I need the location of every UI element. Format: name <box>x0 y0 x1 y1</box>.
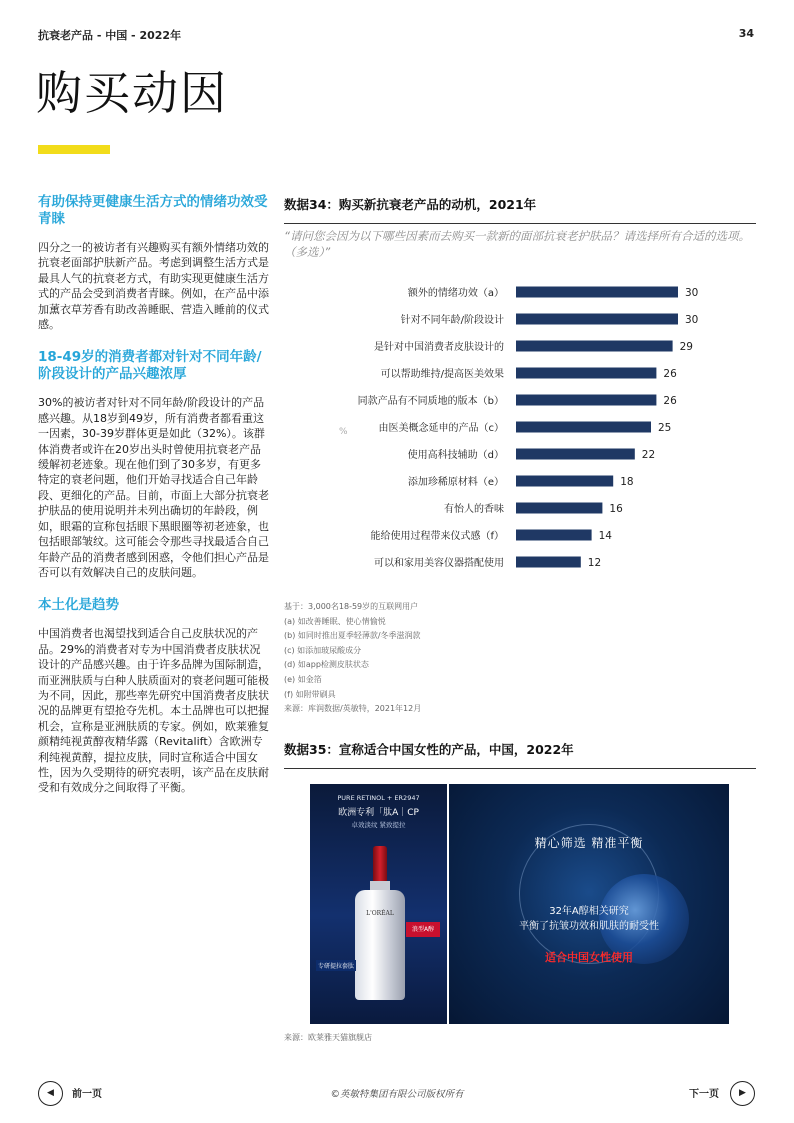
ad-right-line2: 32年A醇相关研究 <box>549 906 629 917</box>
section-body-localization: 中国消费者也渴望找到适合自己皮肤状况的产品。29%的消费者对专为中国消费者皮肤状况设计的产品感兴趣。由于许多品牌为国际制造，而亚洲肤质与白种人肤质面对的衰老问题可能极为不同，因此，那些率先研究中国消费者皮肤状况的品牌更有望抢夺先机。本土品牌也可以把握机会，宣称是亚洲肤质的专家。例如，欧莱雅复颜精纯视黄醇夜精华露（Revitalift）含欧洲专利纯视黄醇，提拉皮肤，同时宣称适合中国女性，因为久受期待的研究表明，该产品在皮肤耐受和有效成分之间取得了平衡。 <box>38 627 269 795</box>
ad-right-line3: 平衡了抗皱功效和肌肤的耐受性 <box>519 921 659 932</box>
bar <box>516 287 678 298</box>
bar-label: 由医美概念延申的产品（c） <box>378 423 504 434</box>
bar-value-label: 22 <box>641 449 656 461</box>
section-heading-emotional: 有助保持更健康生活方式的情绪功效受青睐 <box>38 194 268 227</box>
bar-value-label: 29 <box>679 341 693 353</box>
report-header: 抗衰老产品 - 中国 - 2022年 <box>38 29 182 42</box>
next-page-button[interactable] <box>730 1081 755 1106</box>
bar-value-label: 18 <box>620 476 634 488</box>
bar-value-label: 14 <box>598 530 612 542</box>
bar-value-label: 25 <box>658 422 672 434</box>
bar-label: 能给使用过程带来仪式感（f） <box>370 531 504 542</box>
bar-label: 可以和家用美容仪器搭配使用 <box>374 558 504 569</box>
next-page-label[interactable]: 下一页 <box>689 1089 719 1100</box>
page-number: 34 <box>738 27 754 40</box>
product-ad-right <box>449 784 729 1024</box>
copyright: ©英敏特集团有限公司版权所有 <box>330 1089 464 1100</box>
bar-value-label: 26 <box>663 368 677 380</box>
note-e: (e) 如金箔 <box>284 674 322 684</box>
figure34-rule <box>284 223 756 224</box>
title-accent-bar <box>38 145 110 154</box>
percent-hint: % <box>339 427 348 437</box>
note-b: (b) 如同时推出夏季轻薄款/冬季滋润款 <box>284 631 421 641</box>
note-source: 来源：库润数据/英敏特，2021年12月 <box>284 704 422 714</box>
note-f: (f) 如附带刷具 <box>284 689 336 699</box>
ad-left-badge: 浪型A醇 <box>406 922 440 937</box>
prev-page-label[interactable]: 前一页 <box>72 1089 102 1100</box>
figure34-title: 数据34：购买新抗衰老产品的动机，2021年 <box>284 197 537 212</box>
bar-value-label: 12 <box>587 557 602 569</box>
ad-left-line1: PURE RETINOL + ER2947 <box>337 794 420 802</box>
bar <box>516 368 656 379</box>
bar <box>516 341 673 352</box>
ad-left-tag: 专研提拉套肽 <box>316 960 356 971</box>
serum-bottle <box>355 890 405 1000</box>
page-title: 购买动因 <box>36 66 228 120</box>
note-base: 基于：3,000名18-59岁的互联网用户 <box>284 602 419 611</box>
section-body-age: 30%的被访者对针对不同年龄/阶段设计的产品感兴趣。从18岁到49岁，所有消费者都看重这一因素，30-39岁群体更是如此（32%）。该群体消费者或许在20岁出头时曾使用抗衰老产品缓解初老迹象。现在他们到了30多岁，有更多特定的衰老问题，他们开始寻找适合自己年龄段、更细化的产品。目前，市面上大部分抗衰老护肤品的使用说明并未列出确切的年龄段，例如，眼霜的宣称包括眼下黑眼圈等初老迹象，也包括眼部皱纹。这可能会令那些寻找最适合自己年龄产品的消费者感到困惑，令他们担心产品是否可以有效解决自己的皮肤问题。 <box>38 396 269 579</box>
bar-label: 额外的情绪功效（a） <box>407 288 504 299</box>
left-column <box>38 194 270 813</box>
note-d: (d) 如app检测皮肤状态 <box>284 660 369 670</box>
bar <box>516 503 602 514</box>
bar-value-label: 16 <box>609 503 623 515</box>
next-arrow-icon: ▶ <box>739 1088 746 1098</box>
figure35-rule <box>284 768 756 769</box>
bar-label: 同款产品有不同质地的版本（b） <box>357 396 504 407</box>
figure35-source: 来源：欧莱雅天猫旗舰店 <box>284 1033 372 1042</box>
bar <box>516 395 656 406</box>
section-body-emotional: 四分之一的被访者有兴趣购买有额外情绪功效的抗衰老面部护肤新产品。考虑到调整生活方式是最具人气的抗衰老方式，有助实现更健康生活方式的产品会受到消费者青睐。例如，在产品中添加薰衣草芳香有助改善睡眠、营造入睡前的仪式感。 <box>38 241 269 332</box>
bar-label: 针对不同年龄/阶段设计 <box>400 315 504 326</box>
bar-value-label: 30 <box>685 287 699 299</box>
bar-label: 使用高科技辅助（d） <box>407 450 504 461</box>
ad-right-line4: 适合中国女性使用 <box>545 951 633 964</box>
section-heading-age: 18-49岁的消费者都对针对不同年龄/阶段设计的产品兴趣浓厚 <box>38 349 262 383</box>
bar-value-label: 26 <box>663 395 677 407</box>
figure34-notes <box>284 600 754 717</box>
prev-arrow-icon: ◀ <box>47 1088 54 1098</box>
bar <box>516 530 592 541</box>
figure35-title: 数据35：宣称适合中国女性的产品，中国，2022年 <box>284 742 574 757</box>
bar <box>516 422 651 433</box>
bar-label: 可以帮助维持/提高医美效果 <box>380 369 504 380</box>
bar <box>516 476 613 487</box>
ad-left-line3: 卓效淡纹 紧致提拉 <box>351 821 406 829</box>
note-a: (a) 如改善睡眠、使心情愉悦 <box>284 616 386 626</box>
bar <box>516 449 635 460</box>
motivation-bar-chart <box>284 284 754 584</box>
bar-label: 有怡人的香味 <box>444 504 504 515</box>
survey-question: “请问您会因为以下哪些因素而去购买一款新的面部抗衰老护肤品？请选择所有合适的选项。（多选）” <box>284 229 750 259</box>
note-c: (c) 如添加玻尿酸成分 <box>284 645 362 655</box>
section-heading-localization: 本土化是趋势 <box>38 597 119 614</box>
bar-value-label: 30 <box>685 314 699 326</box>
bar <box>516 314 678 325</box>
ad-left-line2: 欧洲专利「肽A｜CP <box>338 808 419 818</box>
serum-bottle-cap <box>373 846 387 882</box>
product-ad-left <box>310 784 447 1024</box>
bar-label: 添加珍稀原材料（e） <box>407 477 504 488</box>
ad-right-line1: 精心筛选 精准平衡 <box>534 836 644 850</box>
bottle-brand-logo: L'ORÉAL <box>366 910 394 917</box>
bar <box>516 557 581 568</box>
bar-label: 是针对中国消费者皮肤设计的 <box>374 342 504 353</box>
